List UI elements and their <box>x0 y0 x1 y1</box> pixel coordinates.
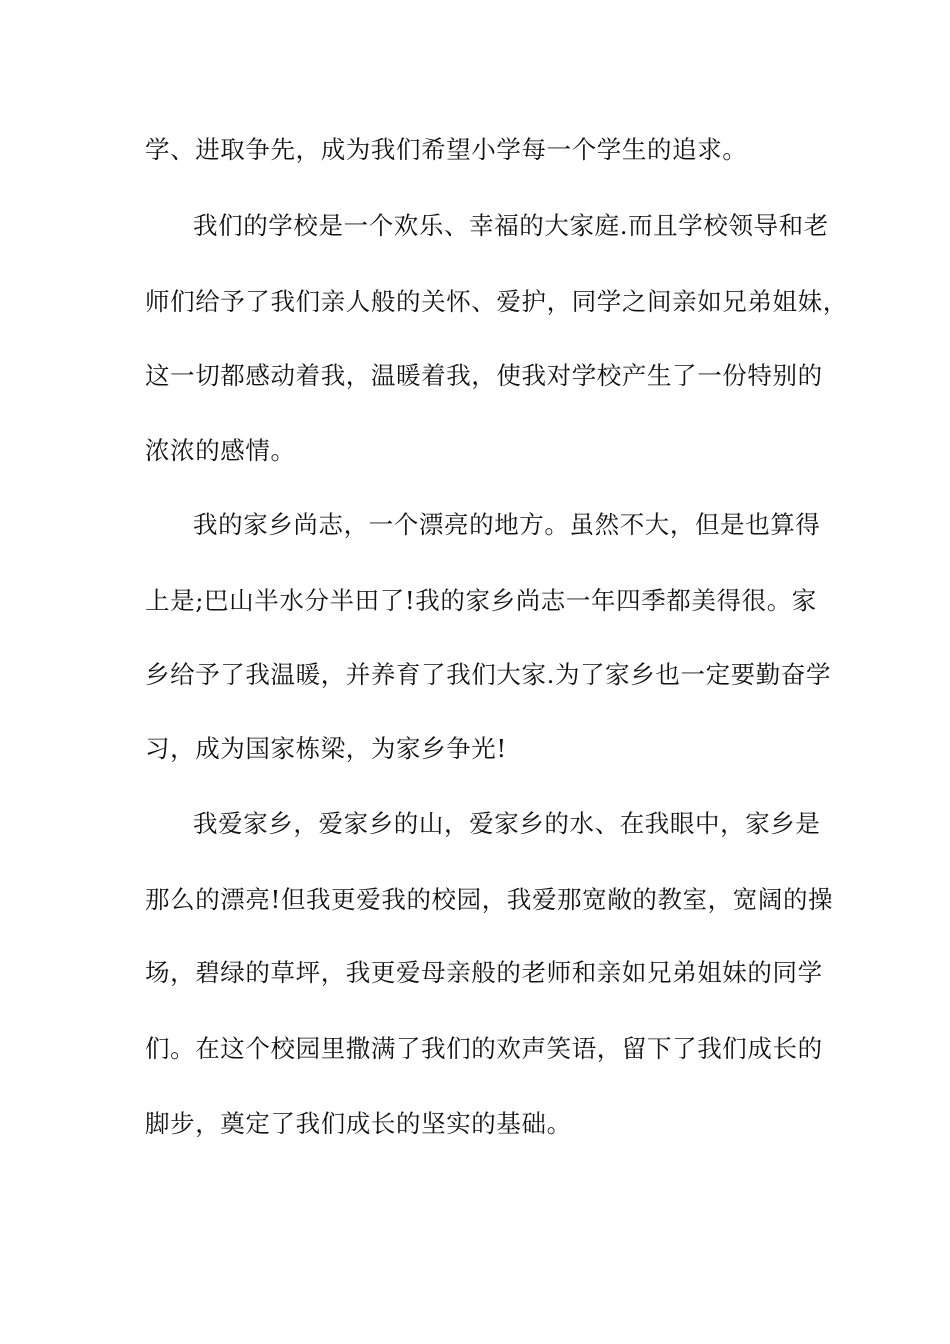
paragraph-first-line: 我们的学校是一个欢乐、幸福的大家庭.而且学校领导和老 <box>193 211 829 240</box>
text-line: 乡给予了我温暖，并养育了我们大家.为了家乡也一定要勤奋学 <box>145 660 832 689</box>
text-line: 浓浓的感情。 <box>145 436 296 465</box>
text-line: 场，碧绿的草坪，我更爱母亲般的老师和亲如兄弟姐妹的同学 <box>145 958 823 987</box>
text-line: 那么的漂亮!但我更爱我的校园，我爱那宽敞的教室，宽阔的操 <box>145 885 834 914</box>
text-line: 上是;巴山半水分半田了!我的家乡尚志一年四季都美得很。家 <box>145 586 817 615</box>
text-line: 这一切都感动着我，温暖着我，使我对学校产生了一份特别的 <box>145 361 823 390</box>
text-line: 们。在这个校园里撒满了我们的欢声笑语，留下了我们成长的 <box>145 1034 823 1063</box>
text-line: 师们给予了我们亲人般的关怀、爱护，同学之间亲如兄弟姐妹， <box>145 287 848 316</box>
paragraph-first-line: 我爱家乡，爱家乡的山，爱家乡的水、在我眼中，家乡是 <box>193 809 821 838</box>
text-line: 学、进取争先，成为我们希望小学每一个学生的追求。 <box>145 135 748 164</box>
paragraph-first-line: 我的家乡尚志，一个漂亮的地方。虽然不大，但是也算得 <box>193 510 821 539</box>
text-line: 习，成为国家栋梁，为家乡争光! <box>145 734 507 763</box>
text-line: 脚步，奠定了我们成长的坚实的基础。 <box>145 1109 572 1138</box>
